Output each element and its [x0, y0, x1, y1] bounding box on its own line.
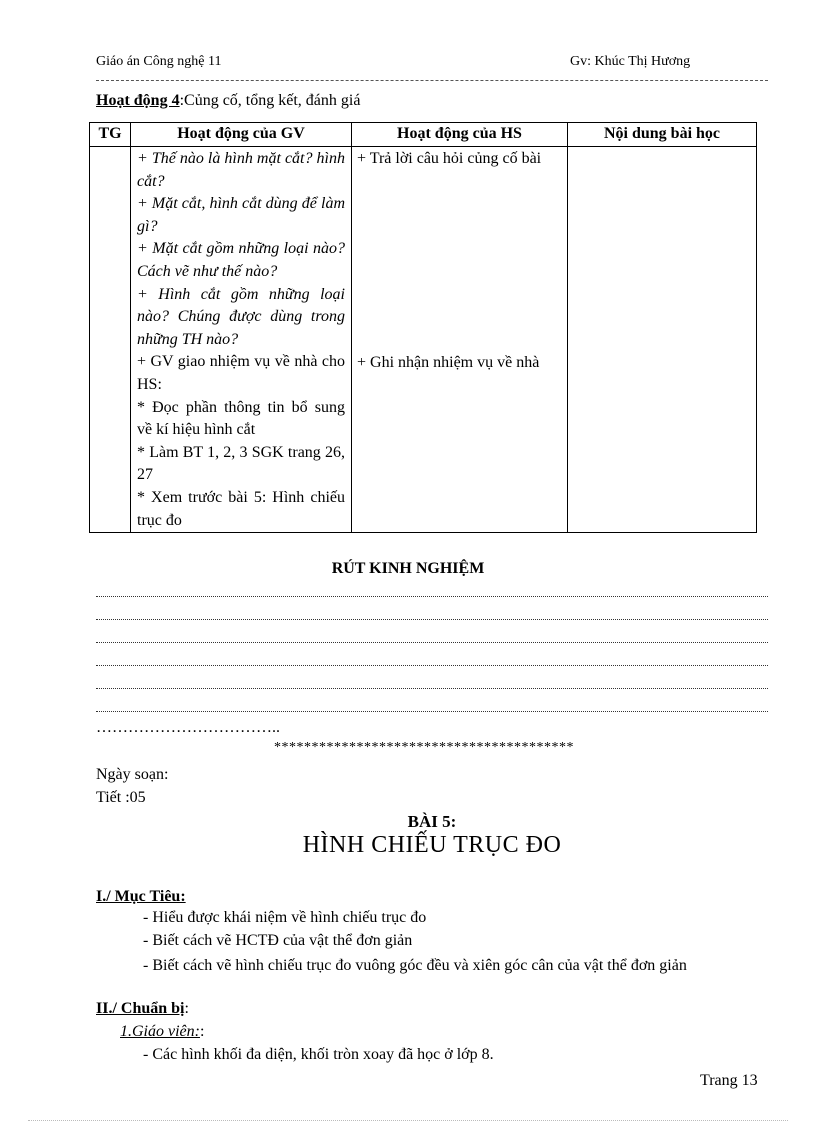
objective-item: - Hiểu được khái niệm về hình chiếu trục đo: [143, 909, 427, 926]
footer-divider: [28, 1120, 788, 1121]
preparation-heading: [96, 1000, 189, 1018]
objective-item: - Biết cách vẽ hình chiếu trục đo vuông góc đều và xiên góc cân của vật thể đơn giản: [143, 957, 687, 974]
review-dotted-tail: ……………………………..: [96, 719, 280, 736]
col-header-content: Nội dung bài học: [568, 123, 757, 147]
hs-answer: + Trả lời câu hỏi củng cố bài: [357, 150, 542, 167]
table-header-row: [90, 123, 757, 147]
col-header-tg: TG: [90, 123, 131, 147]
ngay-soan: Ngày soạn:: [96, 766, 169, 783]
gv-question-4: + Hình cắt gồm những loại nào? Chúng được dùng trong những TH nào?: [137, 285, 345, 348]
objective-item: - Biết cách vẽ HCTĐ của vật thể đơn giản: [143, 932, 413, 949]
preparation-heading-text: II./ Chuẩn bị: [96, 1000, 185, 1017]
review-dotted-line: [96, 688, 768, 689]
header-left: Giáo án Công nghệ 11: [96, 54, 222, 69]
gv-homework-item-3: * Xem trước bài 5: Hình chiếu trục đo: [137, 488, 345, 529]
review-dotted-line: [96, 711, 768, 712]
lesson-number: BÀI 5:: [407, 812, 457, 831]
review-dotted-line: [96, 642, 768, 643]
hs-note-homework: + Ghi nhận nhiệm vụ về nhà: [357, 353, 540, 371]
review-dotted-line: [96, 619, 768, 620]
page-number: Trang 13: [700, 1072, 758, 1089]
preparation-item: - Các hình khối đa diện, khối tròn xoay đã học ở lớp 8.: [143, 1046, 494, 1063]
activity-heading: [96, 92, 360, 110]
activity-label: Hoạt động 4: [96, 92, 180, 109]
lesson-title: HÌNH CHIẾU TRỤC ĐO: [302, 832, 562, 858]
gv-homework-item-2: * Làm BT 1, 2, 3 SGK trang 26, 27: [137, 443, 345, 484]
gv-homework: + GV giao nhiệm vụ về nhà cho HS:: [137, 353, 345, 393]
gv-question-1: + Thế nào là hình mặt cắt? hình cắt?: [137, 150, 345, 190]
gv-question-3: + Mặt cắt gồm những loại nào? Cách vẽ như thế nào?: [137, 240, 345, 280]
teacher-subheading-text: 1.Giáo viên:: [120, 1023, 200, 1040]
objectives-heading: I./ Mục Tiêu:: [96, 888, 186, 905]
tiet: Tiết :05: [96, 789, 146, 806]
gv-homework-item-1: * Đọc phần thông tin bổ sung về kí hiệu hình cắt: [137, 398, 345, 439]
teacher-subheading: [120, 1023, 204, 1041]
review-title: RÚT KINH NGHIỆM: [331, 560, 485, 577]
preparation-colon: :: [184, 1000, 189, 1017]
activity-title: :Củng cố, tổng kết, đánh giá: [179, 92, 361, 109]
table-row: [90, 147, 757, 533]
header-right: Gv: Khúc Thị Hương: [570, 54, 691, 69]
separator-stars: ****************************************: [274, 740, 574, 755]
gv-question-2: + Mặt cắt, hình cắt dùng để làm gì?: [137, 195, 345, 235]
col-header-hs: Hoạt động của HS: [352, 123, 568, 147]
col-header-gv: Hoạt động của GV: [131, 123, 352, 147]
hs-cell: [352, 147, 568, 533]
gv-cell: [131, 147, 352, 533]
review-dotted-line: [96, 596, 768, 597]
review-dotted-line: [96, 665, 768, 666]
tg-cell: [90, 147, 131, 533]
header-divider: [96, 80, 768, 81]
activity-table: [89, 122, 757, 533]
teacher-subheading-colon: :: [199, 1023, 205, 1040]
content-cell: [568, 147, 757, 533]
